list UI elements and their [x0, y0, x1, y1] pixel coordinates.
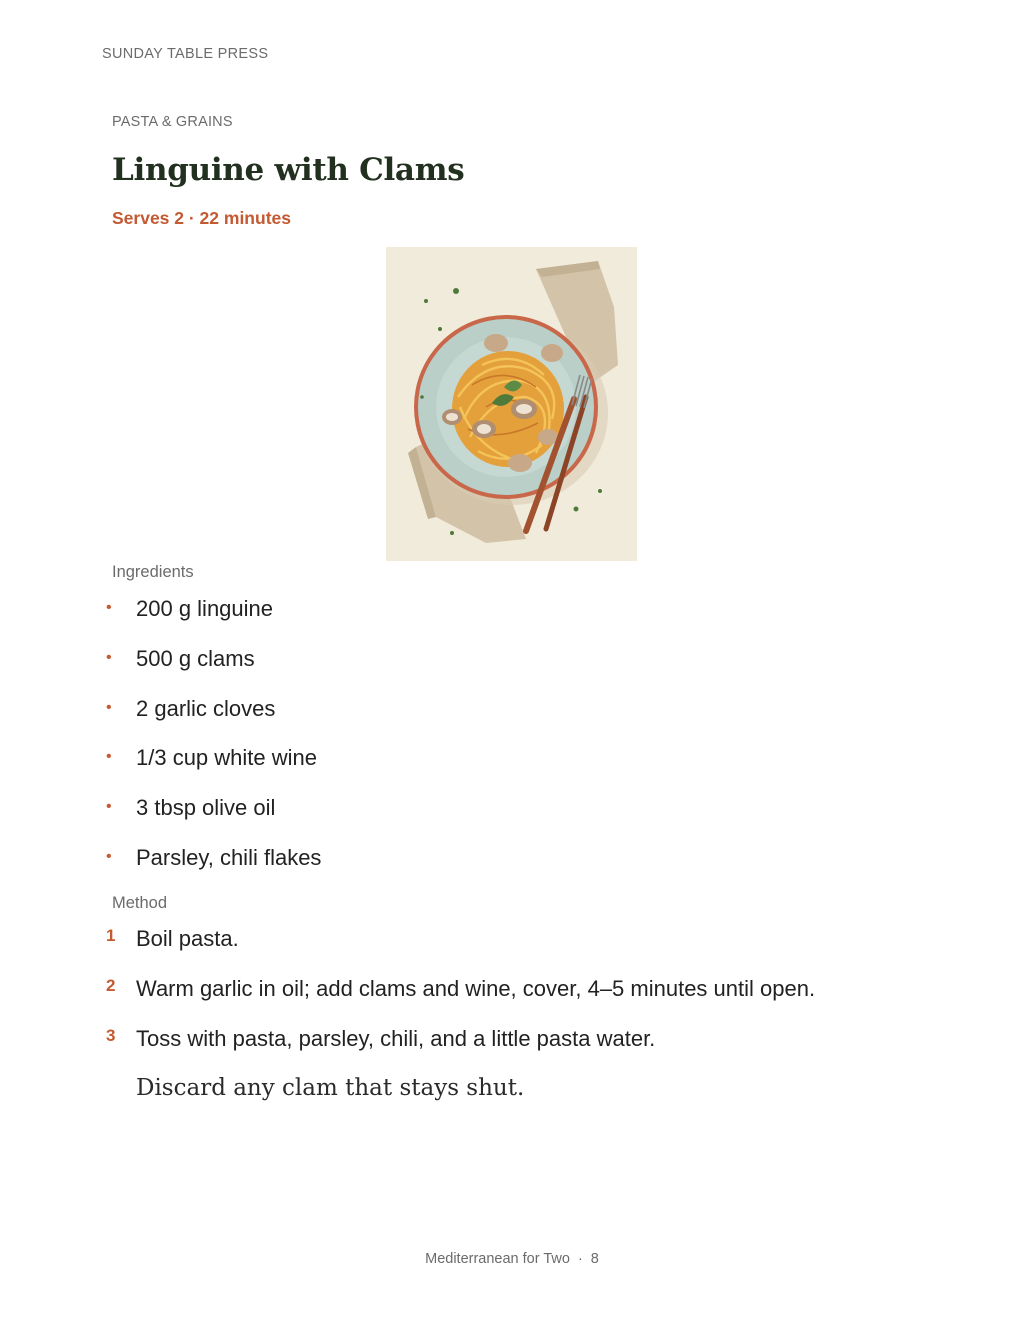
ingredients-list	[0, 594, 321, 893]
step-text: Warm garlic in oil; add clams and wine, cover, 4–5 minutes until open.	[136, 976, 816, 1001]
ingredient-text: 500 g clams	[136, 645, 255, 671]
linguine-clams-plate-illustration	[386, 247, 637, 561]
ingredients-heading: Ingredients	[112, 563, 194, 581]
recipe-title: Linguine with Clams	[112, 152, 465, 188]
step-number: 3	[106, 1026, 116, 1045]
bullet-icon: •	[106, 648, 112, 666]
list-item	[0, 743, 321, 793]
bullet-icon: •	[106, 599, 112, 616]
list-item	[0, 694, 321, 744]
page-number: 8	[590, 1251, 599, 1267]
method-step	[0, 974, 815, 1024]
footer-separator: ·	[577, 1251, 583, 1267]
method-heading: Method	[112, 894, 168, 912]
bullet-icon: •	[106, 698, 112, 716]
method-step	[0, 924, 815, 974]
bullet-icon: •	[106, 847, 112, 865]
step-text: Boil pasta.	[136, 926, 239, 951]
publisher-name: SUNDAY TABLE PRESS	[102, 46, 269, 62]
list-item	[0, 644, 321, 694]
recipe-photo	[386, 247, 637, 561]
step-number: 2	[106, 976, 116, 995]
list-item	[0, 594, 321, 644]
method-steps	[0, 924, 815, 1074]
ingredient-text: 1/3 cup white wine	[136, 745, 317, 771]
method-step	[0, 1024, 815, 1074]
page-footer	[0, 1251, 1024, 1267]
list-item	[0, 793, 321, 843]
recipe-meta: Serves 2 · 22 minutes	[112, 208, 291, 228]
ingredient-text: Parsley, chili flakes	[136, 844, 322, 870]
ingredient-text: 3 tbsp olive oil	[136, 795, 276, 821]
list-item	[0, 843, 321, 893]
step-text: Toss with pasta, parsley, chili, and a little pasta water.	[136, 1026, 656, 1051]
ingredient-text: 2 garlic cloves	[136, 695, 276, 721]
recipe-note: Discard any clam that stays shut.	[136, 1075, 525, 1101]
bullet-icon: •	[106, 798, 112, 816]
step-number: 1	[106, 926, 116, 945]
bullet-icon: •	[106, 748, 112, 766]
recipe-category: PASTA & GRAINS	[112, 114, 233, 130]
book-title: Mediterranean for Two	[425, 1251, 570, 1267]
ingredient-text: 200 g linguine	[136, 596, 274, 621]
